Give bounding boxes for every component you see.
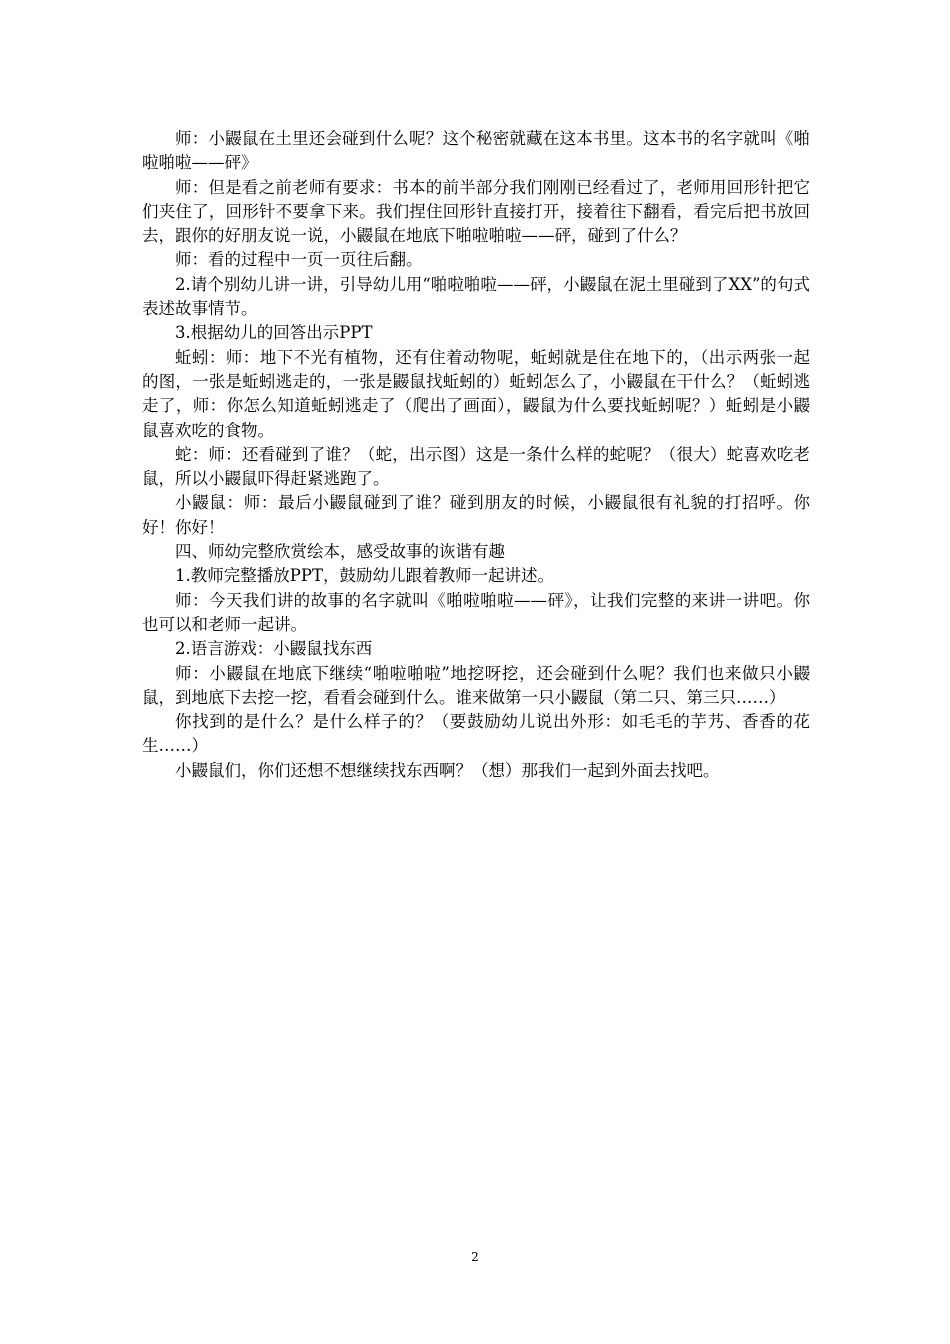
paragraph: 师：今天我们讲的故事的名字就叫《啪啦啪啦——砰》，让我们完整的来讲一讲吧。你也可以和老师一起讲。 — [142, 590, 810, 634]
paragraph: 师：看的过程中一页一页往后翻。 — [175, 250, 423, 270]
paragraph: 小鼹鼠们，你们还想不想继续找东西啊？（想）那我们一起到外面去找吧。 — [175, 760, 720, 780]
paragraph: 你找到的是什么？是什么样子的？（要鼓励幼儿说出外形：如毛毛的芋艿、香香的花生……） — [142, 712, 810, 756]
paragraph: 2.语言游戏：小鼹鼠找东西 — [175, 639, 373, 659]
paragraph: 2.请个别幼儿讲一讲，引导幼儿用“啪啦啪啦——砰，小鼹鼠在泥土里碰到了XX”的句式表述故事情节。 — [142, 274, 810, 319]
paragraph: 师：小鼹鼠在土里还会碰到什么呢？这个秘密就藏在这本书里。这本书的名字就叫《啪啦啪啦——砰》 — [142, 129, 810, 173]
paragraph: 小鼹鼠：师：最后小鼹鼠碰到了谁？碰到朋友的时候，小鼹鼠很有礼貌的打招呼。你好！你好！ — [142, 493, 810, 537]
paragraph: 四、师幼完整欣赏绘本，感受故事的诙谐有趣 — [175, 542, 505, 562]
paragraph: 蚯蚓：师：地下不光有植物，还有住着动物呢，蚯蚓就是住在地下的，（出示两张一起的图，一张是蚯蚓逃走的，一张是鼹鼠找蚯蚓的）蚯蚓怎么了，小鼹鼠在干什么？（蚯蚓逃走了，师：你怎么知道蚯蚓逃走了（爬出了画面），鼹鼠为什么要找蚯蚓呢？）蚯蚓是小鼹鼠喜欢吃的食物。 — [142, 347, 810, 440]
document-body — [142, 127, 810, 783]
paragraph: 蛇：师：还看碰到了谁？（蛇，出示图）这是一条什么样的蛇呢？（很大）蛇喜欢吃老鼠，所以小鼹鼠吓得赶紧逃跑了。 — [142, 444, 810, 489]
paragraph: 师：但是看之前老师有要求：书本的前半部分我们刚刚已经看过了，老师用回形针把它们夹住了，回形针不要拿下来。我们捏住回形针直接打开，接着往下翻看，看完后把书放回去，跟你的好朋友说一说，小鼹鼠在地底下啪啦啪啦——砰，碰到了什么？ — [142, 177, 810, 246]
paragraph: 1.教师完整播放PPT，鼓励幼儿跟着教师一起讲述。 — [175, 566, 554, 586]
paragraph: 师：小鼹鼠在地底下继续“啪啦啪啦”地挖呀挖，还会碰到什么呢？我们也来做只小鼹鼠，到地底下去挖一挖，看看会碰到什么。谁来做第一只小鼹鼠（第二只、第三只……） — [142, 663, 810, 707]
page-number: 2 — [471, 1250, 479, 1264]
paragraph: 3.根据幼儿的回答出示PPT — [175, 323, 373, 343]
